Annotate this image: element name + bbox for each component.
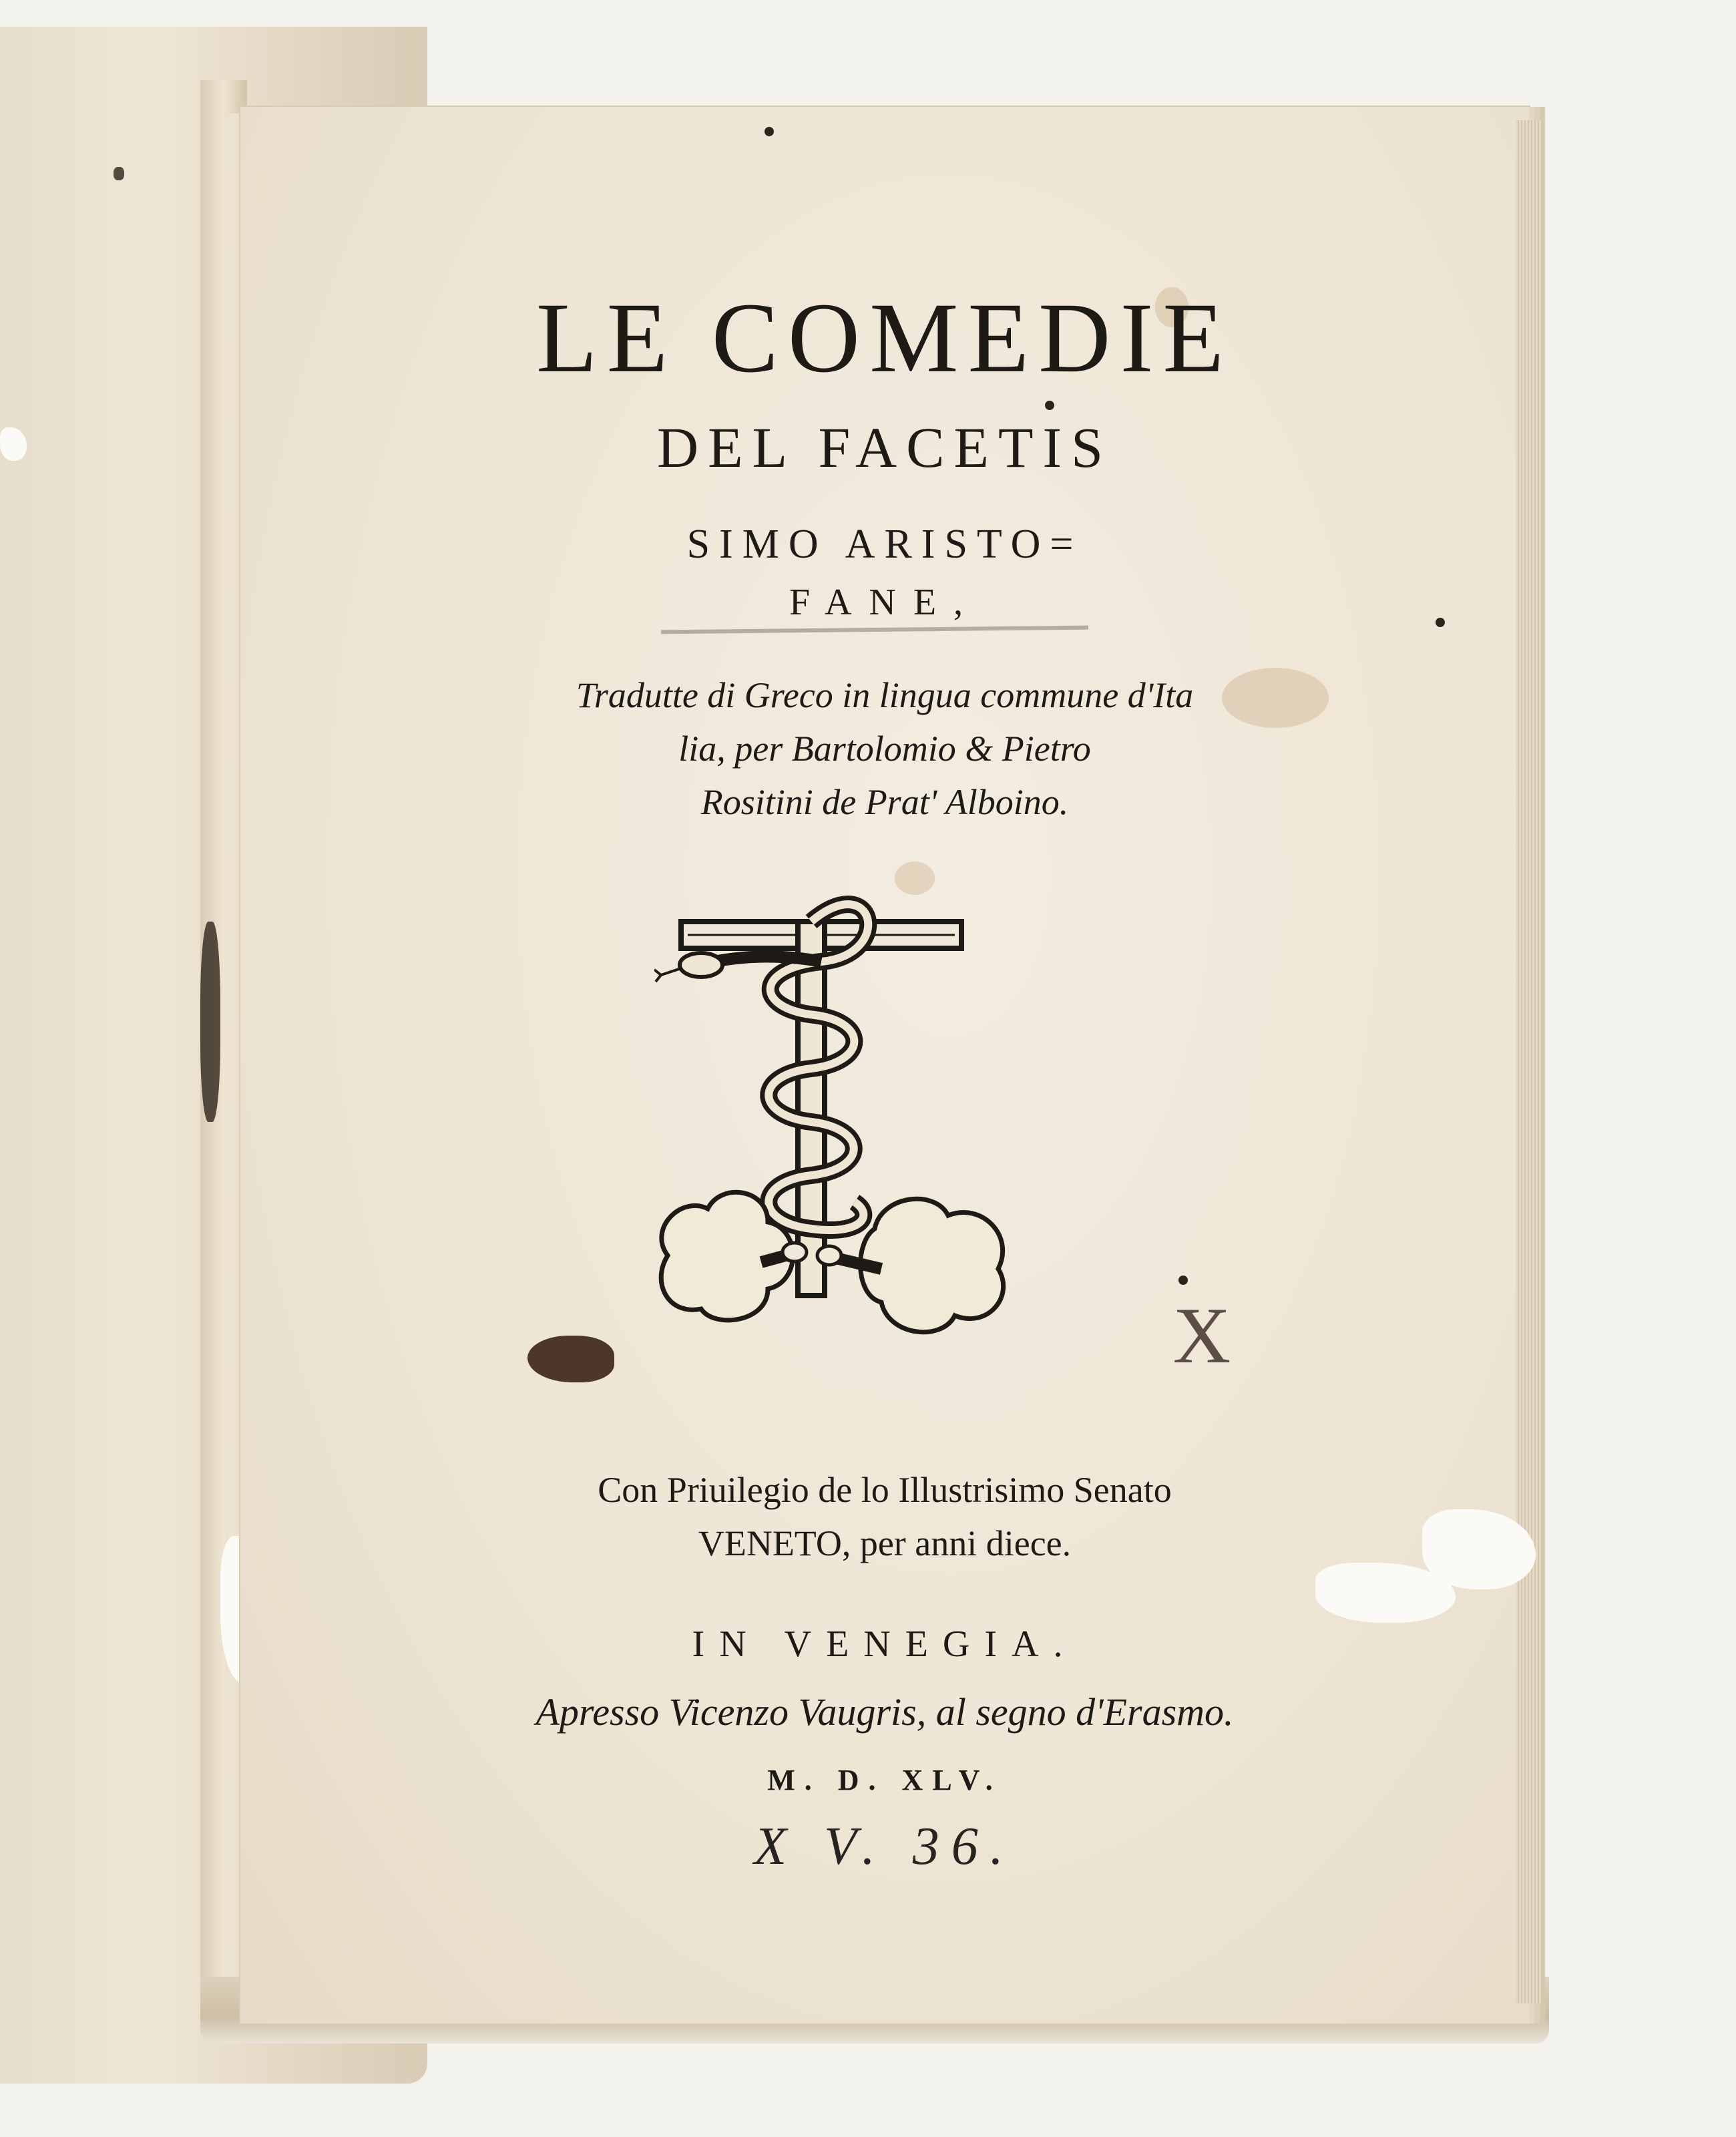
ink-speck [765, 127, 774, 136]
wormhole-damage [200, 922, 220, 1122]
handwritten-shelfmark: X V. 36. [754, 1817, 1016, 1876]
title-line-1: LE COMEDIE [535, 282, 1234, 393]
title-line-3: SIMO ARISTO= [686, 522, 1083, 567]
translation-line-1: Tradutte di Greco in lingua commune d'Ita [576, 675, 1194, 715]
imprint-date: M. D. XLV. [767, 1764, 1002, 1796]
privilege-line-1: Con Priuilegio de lo Illustrisimo Senato [598, 1470, 1172, 1510]
ink-speck [1045, 401, 1054, 410]
title-line-4: FANE, [789, 582, 981, 623]
ink-blot [527, 1336, 614, 1382]
title-line-2: DEL FACETIS [657, 415, 1112, 479]
wormhole-damage [114, 167, 124, 180]
imprint-printer: Apresso Vicenzo Vaugris, al segno d'Erasmo. [535, 1690, 1234, 1734]
printers-device-icon [654, 882, 1015, 1369]
handwritten-mark: X [1172, 1291, 1231, 1380]
imprint-city: IN VENEGIA. [692, 1623, 1078, 1665]
translation-line-3: Rositini de Prat' Alboino. [700, 782, 1069, 822]
ink-speck [1178, 1276, 1188, 1285]
privilege-line-2: VENETO, per anni diece. [698, 1523, 1072, 1563]
translation-line-2: lia, per Bartolomio & Pietro [678, 729, 1091, 769]
